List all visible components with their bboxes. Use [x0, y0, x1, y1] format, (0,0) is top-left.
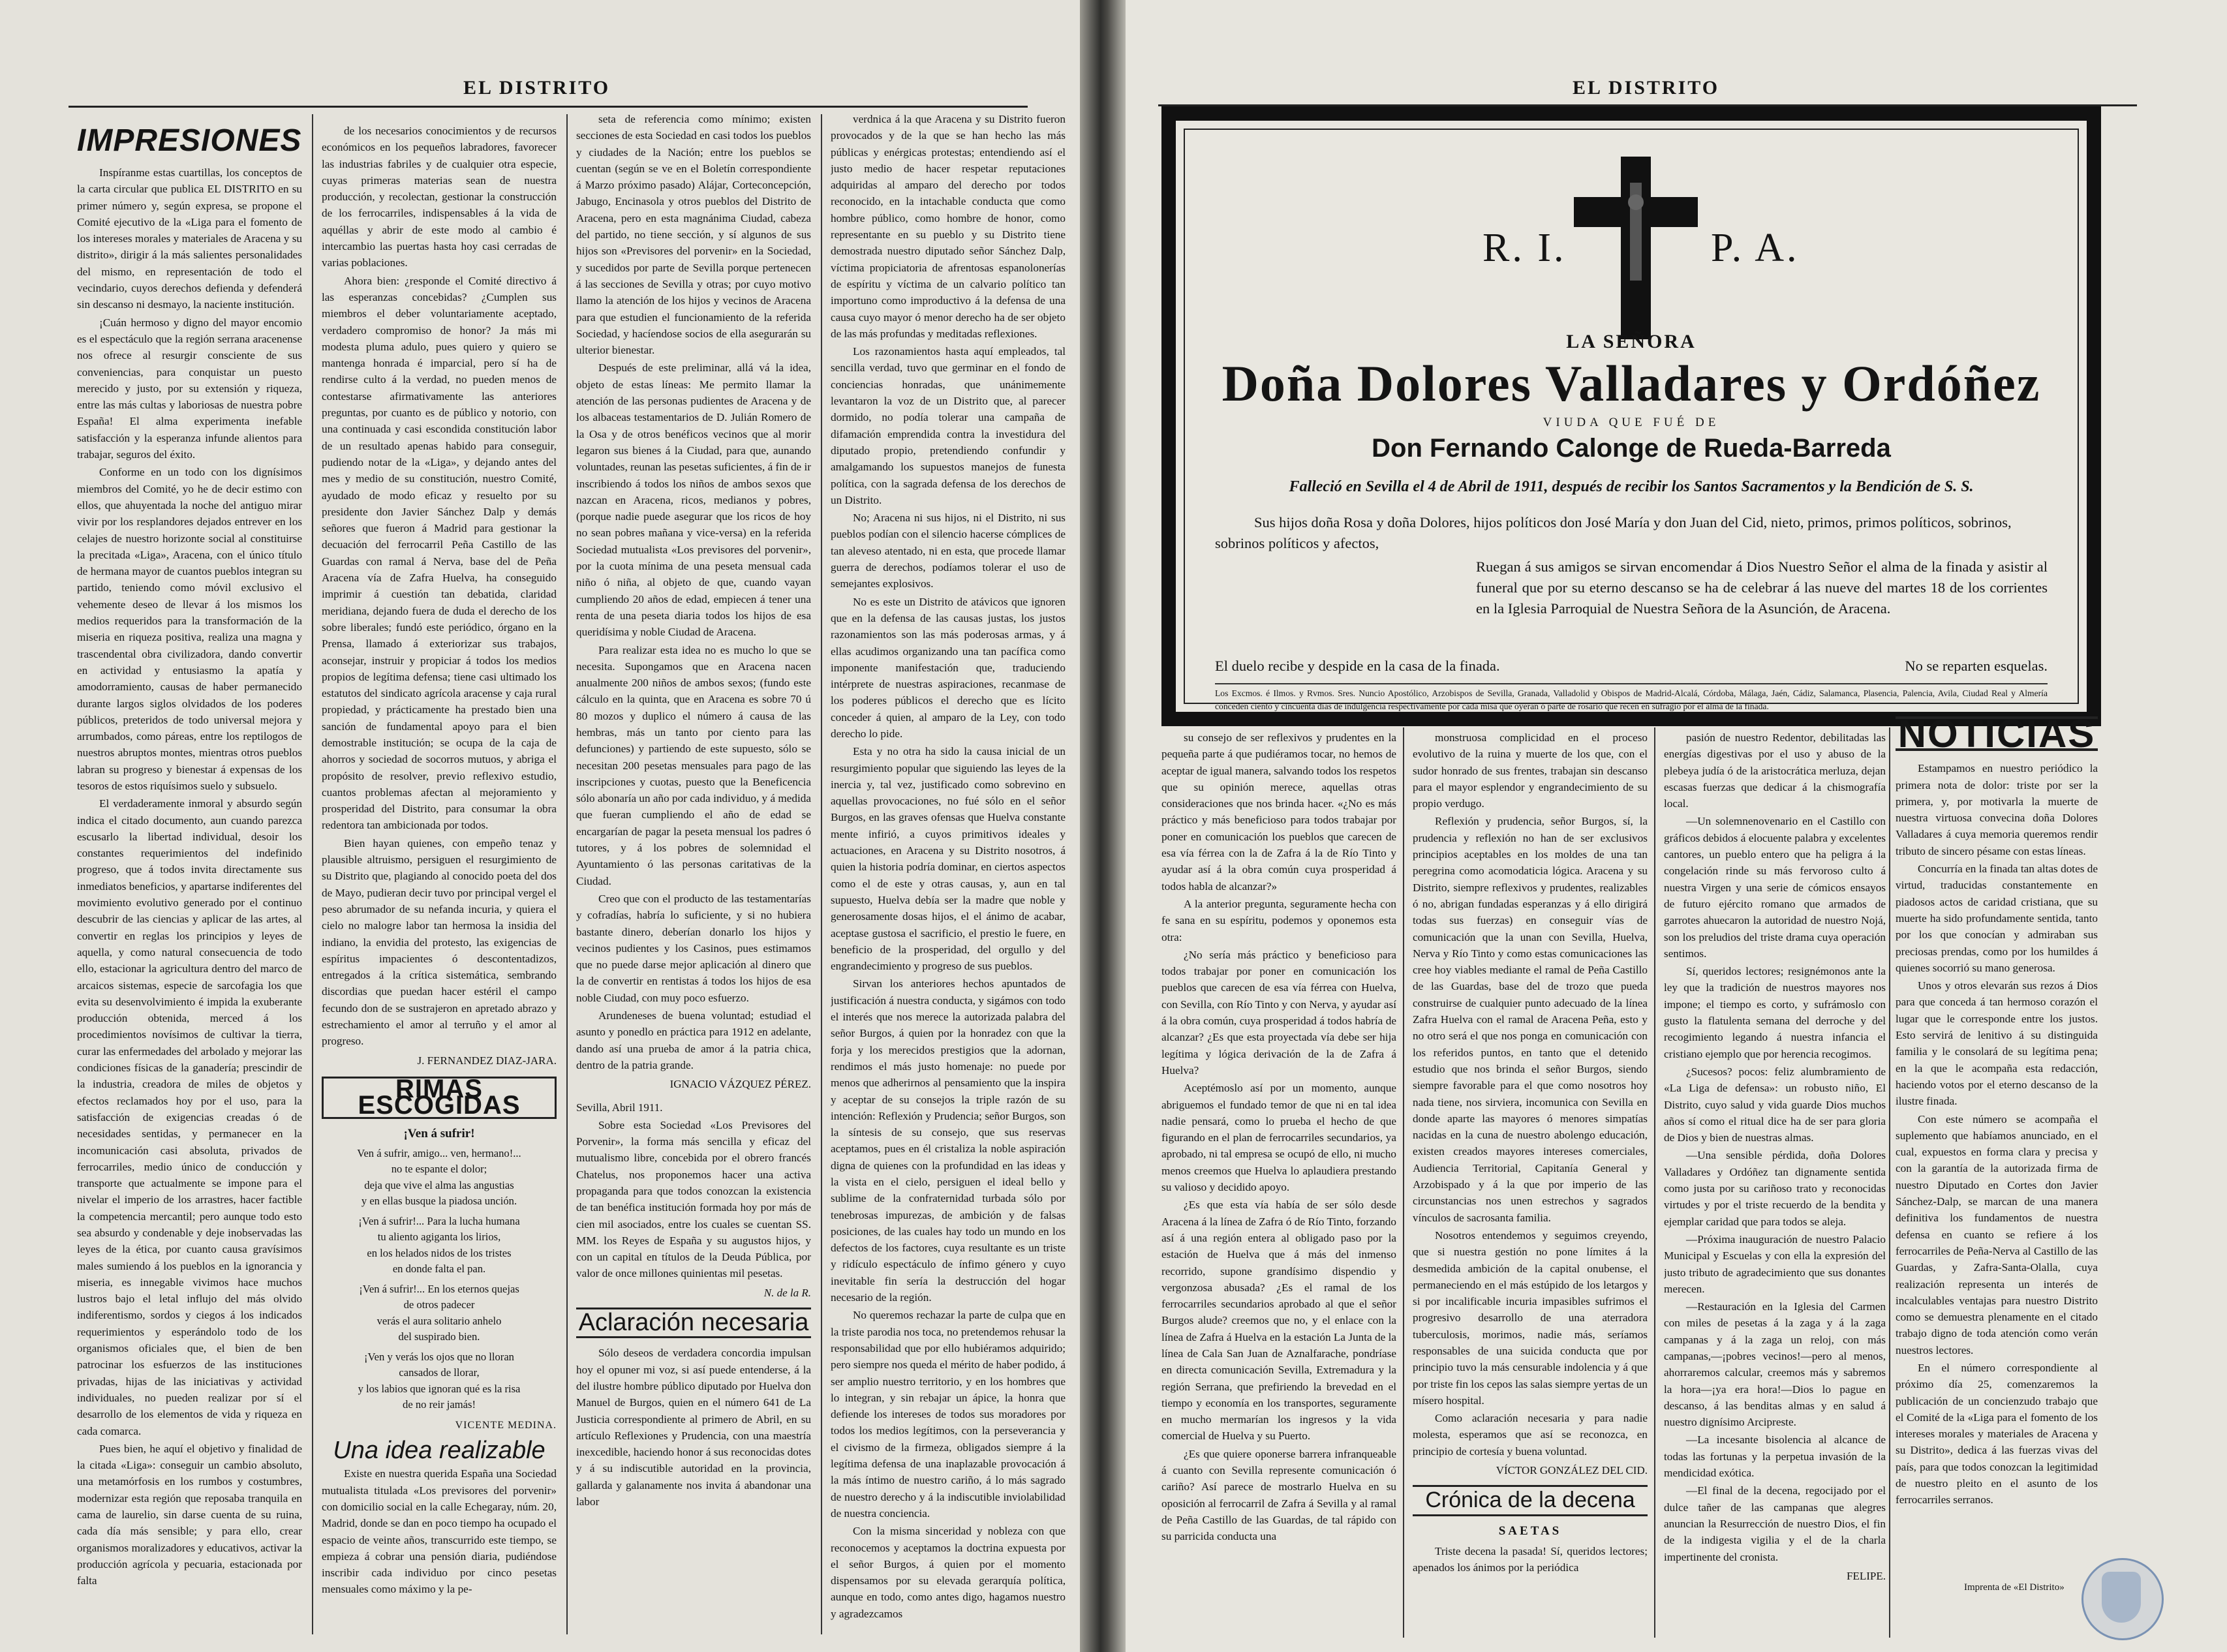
- paragraph: Arundeneses de buena voluntad; estudiad el asunto y ponedlo en práctica para 1912 en adelante, dando así una prueba de amor á la patria chica, dentro de la patria grande.: [576, 1009, 811, 1071]
- author-gonzalez: VÍCTOR GONZÁLEZ DEL CID.: [1496, 1464, 1648, 1477]
- duelo-line: El duelo recibe y despide en la casa de la finada.: [1215, 658, 1500, 674]
- obituary-box: [1161, 106, 2101, 726]
- library-stamp: [2081, 1558, 2164, 1640]
- death-notice: Falleció en Sevilla el 4 de Abril de 1911, después de recibir los Santos Sacramentos y la Bendición de S. S.: [1289, 478, 1974, 495]
- column-divider: [1889, 727, 1890, 1638]
- paragraph: ¡Cuán hermoso y digno del mayor encomio es el espectáculo que la región serrana aracenense nos ofrece al resurgir consciente de sus conveniencias, para conquistar un puesto merecido y justo, por su extensión y riqueza, entre las más cultas y laboriosas de nuestra pobre España! El alma experimenta inefable satisfacción y la esperanza infunde alientos para trabajar, seguros del éxito.: [77, 316, 302, 461]
- paragraph: Después de este preliminar, allá vá la idea, objeto de estas líneas: Me permito llamar la atención de las personas pudientes de Aracena y de los albaceas testamentarios de D. Julián Romero de la Osa y de otros benéficos vecinos que al morir legaron sus bienes á la Ciudad, para que, aunando voluntades, reunan las pesetas suficientes, á fin de ir inscribiendo á todos los niños de ambos sexos que nazcan en Aracena, ricos, medianos y pobres, (porque nadie puede asegurar que los ricos de hoy no sean pobres mañana y vice-versa) en la referida Sociedad mutualista «Los previsores del porvenir», por la cuota mínima de una peseta mensual cada niño ó niña, al objeto de que, cuando vayan cumpliendo 20 años de edad, empiecen á tener una renta de una peseta diaria todos los hijos de esa queridísima y noble Ciudad de Aracena.: [576, 361, 811, 639]
- col4-body: [831, 111, 1066, 1622]
- col2-body: [322, 123, 557, 1050]
- paragraph: —El final de la decena, regocijado por el dulce tañer de las campanas que alegres anuncian la Resurrección de nuestro Dios, el fin de la indigesta vigilia y el de la charla impertinente del cronista.: [1664, 1484, 1886, 1563]
- paragraph: Aceptémoslo así por un momento, aunque abriguemos el fundado temor de que ni en tal idea nadie pensará, como lo prueba el hecho de que figurando en el plan de ferrocarriles secundarios, ya aprobado, ni tal empresa se ocupó de ello, ni mucho menos creemos que Huelva lo aplaudiera prestando su valioso y decidido apoyo.: [1161, 1082, 1396, 1194]
- paragraph: Creo que con el producto de las testamentarías y cofradías, habría lo suficiente, y si no hubiera bastante dinero, deberían donarlo los hijos y vecinos pudientes y los Casinos, pues estimamos que no puede darse mejor aplicación al dinero que la de convertir en rentistas á todos los hijos de esa noble Ciudad, con muy poco esfuerzo.: [576, 892, 811, 1004]
- col3-body: [576, 111, 811, 1073]
- paragraph: ¿No sería más práctico y beneficioso para todos trabajar por poner en comunicación los pueblos que carecen de esa vía férrea con Huelva, con Sevilla, con Río Tinto y con Nerva, y ayudar así á la obra común, cuya prosperidad á todos habría de alcanzar? ¿Es que esta proyectada vía debe ser hija legítima y lógica derivación de la de Zafra á Huelva?: [1161, 948, 1396, 1077]
- header-rule-left: [69, 106, 1028, 108]
- paragraph: Conforme en un todo con los dignísimos miembros del Comité, yo he de decir estimo con ellos, que ahuyentada la noche del antiguo mirar vivir por los resplandores dejados entrever en los celajes de nuestro horizonte social al constituirse la precitada «Liga», Aracena, con el único título de hermana mayor de cuantos pueblos integran su partido, teniendo como móvil exclusivo el vehemente deseo de llevar á los mismos los medios requeridos para la transformación de la miseria en riqueza positiva, realiza una magna y trascendental obra civilizadora, dando convertir en actividad y entusiasmo la apatía y amodorramiento, causas de haber permanecido durante largos siglos olvidados de los poderes públicos, preteridos de todo universal mejora y arrumbados, como páreas, entre los reptilogos de nuestros abruptos montes, mientras otros pueblos labran su progreso y bienestar á expensas de los tesoros de estos riquísimos suelo y subsuelo.: [77, 466, 302, 792]
- paragraph: —Un solemnenovenario en el Castillo con gráficos debidos á elocuente palabra y excelentes cantores, un pueblo entero que ha peligra á la congelación rinde su más fervoroso culto á nuestra Virgen y una serie de cómicos ensayos de futuro ejército romano que armados de garrotes ahuecaron la autoridad de nuestro Nojá, son los preludios del triste drama cuya operación sentimos.: [1664, 815, 1886, 960]
- paragraph: ¿Es que quiere oponerse barrera infranqueable á cuanto con Sevilla represente comunicación ó cariño? Así parece de mostrarlo Huelva en su oposición al ferrocarril de Zafra á Sevilla y al ramal de Peña Castillo de las Guardas, de tal rápido con su parricida conducta una: [1161, 1447, 1396, 1543]
- author-felipe: FELIPE.: [1847, 1569, 1886, 1582]
- paragraph: —Una sensible pérdida, doña Dolores Valladares y Ordóñez tan dignamente sentida como justa por su cariñoso trato y reconocidas virtudes y por el triste recuerdo de la bendita y ejemplar caridad que para todos se aleja.: [1664, 1149, 1886, 1228]
- paragraph: —Próxima inauguración de nuestro Palacio Municipal y Escuelas y con ella la expresión del justo tributo de agradecimiento que sus donantes merecen.: [1664, 1232, 1886, 1295]
- column-four: [831, 111, 1066, 1638]
- poem-stanza: Ven á sufrir, amigo... ven, hermano!... no te espante el dolor; deja que vive el alma las angustias y en ellas busque la piadosa unción.: [357, 1146, 521, 1208]
- paragraph: ¿Sucesos? pocos: feliz alumbramiento de «La Liga de defensa»: un robusto niño, El Distrito, cuyo salud y vida guarde Dios muchos años sí como el ritual dice ha de ser para gloria de Dios y bien de nuestras almas.: [1664, 1065, 1886, 1144]
- cronica-title: Crónica de la decena: [1413, 1485, 1648, 1516]
- col7-body: [1664, 729, 1886, 1565]
- paragraph: Bien hayan quienes, con empeño tenaz y plausible altruismo, persiguen el resurgimiento de su Distrito que, plagiando al conocido poeta del dos de Mayo, pudieran decir tuvo por principal vergel el peso abrumador de su nefanda incuria, y quiera el cielo no malogre labor tan hermosa la insidia del indiano, la envidia del protesto, las exigencias de espíritus impacientes ó descontentadizos, entregados á la crítica sistemática, sembrando discordias que puedan hacer estéril el campo fecundo don de se sustrajeron en apretado abrazo y estrechamiento el amor al terruño y el amor al progreso.: [322, 836, 557, 1048]
- aclaracion-body: [576, 1345, 811, 1510]
- column-divider: [312, 114, 313, 1634]
- author-vazquez: IGNACIO VÁZQUEZ PÉREZ.: [669, 1078, 811, 1091]
- rip-right: P. A.: [1711, 226, 1800, 270]
- idea-body: [322, 1465, 557, 1597]
- noticias-body: [1896, 760, 2098, 1508]
- cross-icon: [1561, 157, 1711, 339]
- column-divider: [566, 114, 568, 1634]
- paragraph: No; Aracena ni sus hijos, ni el Distrito, ni sus pueblos podían con el silencio hacerse cómplices de tan aleveso atentado, ni en esta, que procede llamar guerra de derechos, podíamos tolerar el uso de semejantes explosivos.: [831, 512, 1066, 590]
- paragraph: de los necesarios conocimientos y de recursos económicos en los pequeños labradores, favorecer las industrias fabriles y de cualquier otra especie, cuyas primeras materias sean de nuestra producción, y recolectan, gestionar la construcción de los ferrocarriles, indispensables á la vida de aquéllas y abrir de este modo al cambio é intercambio las puertas hasta hoy casi cerradas de varias poblaciones.: [322, 125, 557, 269]
- column-divider: [1654, 727, 1655, 1638]
- rimas-subtitle: ¡Ven á sufrir!: [403, 1126, 475, 1140]
- paragraph: Sí, queridos lectores; resignémonos ante la ley que la tradición de nuestros mayores nos impone; el tiempo es corto, y sufrámoslo con gusto la flatulenta semana del derroche y del recogimiento legando á nuestra infancia el cristiano ejemplo que por herencia recogimos.: [1664, 965, 1886, 1060]
- paragraph: Pues bien, he aquí el objetivo y finalidad de la citada «Liga»: conseguir un cambio absoluto, una metamórfosis en los rumbos y costumbres, modernizar esta región que reposaba tranquila en cama de laurelio, sin darse cuenta de su ruina, cada día más sensible; y para ello, crear organismos moralizadores y educativos, activar la producción agrícola y pecuaria, estacionada por falta: [77, 1442, 302, 1587]
- saetas-subtitle: SAETAS: [1498, 1523, 1562, 1538]
- imprenta-footer: Imprenta de «El Distrito»: [1964, 1582, 2065, 1593]
- rimas-title: RIMAS ESCOGIDAS: [322, 1077, 557, 1119]
- aclaracion-title: Aclaración necesaria: [576, 1308, 811, 1338]
- col5-body: [1161, 729, 1396, 1545]
- paragraph: Ahora bien: ¿responde el Comité directivo á las esperanzas concebidas? ¿Cumplen sus miembros el deber voluntariamente aceptado, verdadero compromiso de honor? Ja más mi modesta pluma adulo, pues quiero y quiero se mantenga honrada é imparcial, pero sí ha de rendirse culto á la verdad, no pueden menos de contestarse afirmativamente las anteriores preguntas, por cuanto es de público y notorio, con una continuada y casi escondida constitución labor de un resultado apenas habido para conseguir, pudiendo notar de la «Liga», y dejando antes del mes y medio de su constitución, nuestro Comité, ayudado de modo eficaz y resuelto por su presidente don Javier Sánchez Dalp y demás señores que fueron á Madrid para gestionar la decuación del ferrocarril Peña Castillo de las Guardas con ramal á Nerva, base del de Peña Aracena vía de Zafra Huelva, ha conseguido imprimir á cuestión tan debatida, claridad meridiana, dejando fuera de duda el derecho de los sobre liberales; fundó este periódico, órgano en la Prensa, llamado á exteriorizar sus trabajos, aconsejar, instruir y propiciar á todos los medios propios de legítima defensa; tiene casi ultimado los estatutos del sindicato agrícola aracense y caja rural propiedad, y prácticamente ha prestado bien una sanción de fundamental apoyo para el bien demostrable institución; se ocupa de la caja de ahorros y sociedad de socorros mutuos, y abriga el propósito de resolver, previo reflexivo estudio, cuantos problemas afectan al mejoramiento y prosperidad del Distrito, para consumar la obra redentora tan ambicionada por todos.: [322, 274, 557, 832]
- column-noticias: [1896, 716, 2098, 1578]
- running-head-left: EL DISTRITO: [463, 77, 611, 99]
- husband-name: Don Fernando Calonge de Rueda-Barreda: [1372, 434, 1891, 463]
- paragraph: Los razonamientos hasta aquí empleados, tal sencilla verdad, tuvo que germinar en el fondo de conciencias honradas, que unánimemente levantaron la voz de un Distrito que, al parecer dormido, no podía tolerar una campaña de difamación emprendida contra la investidura del diputado propio, pretendiendo confundir y amalgamando los supuestos manejos de funesta política, con la sagrada defensa de los derechos de un Distrito.: [831, 345, 1066, 506]
- paragraph: Reflexión y prudencia, señor Burgos, sí, la prudencia y reflexión no han de ser exclusivos principios aceptables en los moldes de una tan peregrina como acomodaticia lógica. Aracena y su Distrito, siempre reflexivos y prudentes, realizables ó no, abrigan fundadas esperanzas y á ello dirigirá todas sus fuerzas) en conseguir vías de comunicación que la unan con Sevilla, Huelva, Nerva y Río Tinto y como estas comunicaciones las cree hoy viables mediante el ramal de Peña Castillo de las Guardas, base del de trozo que pueda construirse de cualquier punto adecuado de la línea Zafra Huelva con el ramal de Aracena Peña, esto y no otro será el que nos ponga en comunicación con los referidos puntos, en tanto que el detenido estudio que nos brinda el señor Burgos, siendo siempre favorable para el que como nosotros hoy nada tiene, nos sirviera, incomunica con Sevilla en donde aparte las mayores ó menores simpatías nacidas en la cuna de nuestro abolengo educación, existen creados mayores intereses comerciales, Audiencia Territorial, Capitanía General y Arzobispado y á la que por imperio de las circunstancias nos unen estrechos y sagrados vínculos de sacrosanta familia.: [1413, 815, 1648, 1224]
- indulgence-note: Los Excmos. é Ilmos. y Rvmos. Sres. Nuncio Apostólico, Arzobispos de Sevilla, Granada, Valladolid y Obispos de Madrid-Alcalá, Córdoba, Málaga, Jaén, Cádiz, Salamanca, Plasencia, Palencia, Avila, Ciudad Real y Almería conceden ciento y cincuenta días de indulgencia respectivamente por cada misa que oyeran ó parte de rosario que recen en sufragio por el alma de la finada.: [1215, 683, 2048, 713]
- paragraph: Triste decena la pasada! Sí, queridos lectores; apenados los ánimos por la periódica: [1413, 1544, 1648, 1574]
- paragraph: Con este número se acompaña el suplemento que habíamos anunciado, en el cual, expuestos en forma clara y precisa y con la garantía de la autorizada firma de nuestro Diputado en Cortes don Javier Sánchez-Dalp, se marcan de una manera definitiva los fundamentos de nuestra defensa en cuanto se refiere á los ferrocarriles de Peña-Nerva al Castillo de las Guardas, y Zafra-Santa-Olalla, cuya realización representa un interés de incalculables ventajas para nuestro Distrito como se demuestra plenamente en el citado trabajo digno de toda atención como verán nuestros lectores.: [1896, 1112, 2098, 1356]
- esquelas-line: No se reparten esquelas.: [1905, 658, 2048, 674]
- widow-of: VIUDA QUE FUÉ DE: [1543, 416, 1720, 429]
- column-impresiones: [77, 124, 302, 1625]
- paragraph: No es este un Distrito de atávicos que ignoren que en la defensa de las causas justas, los justos razonamientos son las más poderosas armas, y á ellas acudimos organizando una tan pacífica como imponente manifestación que, traduciendo intérprete de nuestras aspiraciones, recanmase de los poderes públicos el derecho que es lícito conceder á quien, al amparo de la Ley, con todo derecho lo pide.: [831, 595, 1066, 740]
- paragraph: En el número correspondiente al próximo día 25, comenzaremos la publicación de un concienzudo trabajo que el Comité de la «Liga para el fomento de los intereses morales y materiales de Aracena y su Distrito», dedica á las fuerzas vivas del país, para que todos conozcan la legitimidad de nuestro pleito en el asunto de los ferrocarriles serranos.: [1896, 1361, 2098, 1507]
- paragraph: Sirvan los anteriores hechos apuntados de justificación á nuestra conducta, y sigámos con todo el interés que nos merece la autorizada palabra del señor Burgos, á quien por la honradez con que la forja y los merecidos prestigios que la adornan, rendimos el más justo homenaje: no puede por menos que adherirnos al pensamiento que la inspira y aceptar de su consejos la triple razón de su intención: Reflexión y Prudencia; señor Burgos, son la síntesis de su consejo, que sus reservas aceptamos, pues en él cristaliza la noble aspiración digna de quienes con la profundidad en las ideas y la vista en el cielo, persiguen el ideal bello y sublime de la confraternidad turbada sólo por tenebrosas impurezas, de ambición y de falsas posiciones, de las cuales hay todo un mundo en los defectos de los factores, cuya resultante es un triste y ridículo espectáculo de ínfimo género y cuyo inevitable fin sería la destrucción del hogar necesario de la región.: [831, 977, 1066, 1304]
- column-divider: [821, 114, 822, 1634]
- col6-body: [1413, 729, 1648, 1460]
- column-six: [1413, 729, 1648, 1636]
- paragraph: Sólo deseos de verdadera concordia impulsan hoy el opuner mi voz, si así puede entenderse, á la del ilustre hombre público diputado por Huelva don Manuel de Burgos, quien en el número 641 de La Justicia correspondiente al primero de Abril, en su artículo Reflexiones y Prudencia, con una maestría inexcedible, haciendo honor á sus reconocidas dotes y á su indiscutible autoridad en la provincia, gallarda y galanamente nos invita á abandonar una labor: [576, 1347, 811, 1508]
- poem-stanza: ¡Ven á sufrir!... En los eternos quejas de otros padecer verás el aura solitario anhelo del suspirado bien.: [359, 1282, 519, 1343]
- paragraph: su consejo de ser reflexivos y prudentes en la pequeña parte á que pudiéramos tocar, no hemos de aceptar de igual manera, salvando todos los respetos que su opinión merece, aquellas otras consideraciones que nos brinda hacer. «¿No es más práctico y más beneficioso para todos trabajar por poner en comunicación los pueblos que carecen de esa vía férrea con la de Zafra á la de Río Tinto y ayudar así á la obra común cuya prosperidad á todos habla de alcanzar?»: [1161, 731, 1396, 893]
- paragraph: ¿Es que esta vía había de ser sólo desde Aracena á la línea de Zafra ó de Río Tinto, forzando así á una región entera al obligado paso por la estación de Huelva que á más del inmenso recorrido, supone grandísimo dispendio y vergonzosa abusada? ¿Es el ramal de los ferrocarriles secundarios aprobado al que el señor Burgos alude? creemos que no, y el enlace con la línea de Zafra á Huelva en la estación La Junta de la línea de Cala San Juan de Aznalfarache, pondríase en directa comunicación Sevilla, Extremadura y la región Serrana, que prefiriendo la brevedad en el tiempo y economía en los transportes, seguramente en mucho mermarían los ingresos y la vida comercial de Huelva y su Puerto.: [1161, 1199, 1396, 1443]
- paragraph: Unos y otros elevarán sus rezos á Dios para que conceda á tan hermoso corazón el lugar que le corresponde entre los justos. Esto servirá de lenitivo á su distinguida familia y le consolará de su legítima pena; en la que le acompaña esta redacción, haciendo votos por el eterno descanso de la ilustre finada.: [1896, 979, 2098, 1108]
- paragraph: Estampamos en nuestro periódico la primera nota de dolor: triste por ser la primera, y, por motivarla la muerte de nuestra virtuosa convecina doña Dolores Valladares á cuya memoria queremos rendir tributo de sincero pésame con estas líneas.: [1896, 762, 2098, 857]
- column-seven: [1664, 729, 1886, 1636]
- impresiones-title: IMPRESIONES: [77, 124, 302, 158]
- stamp-shield-icon: [2102, 1572, 2141, 1623]
- poem-body: [322, 1146, 557, 1413]
- poem-stanza: ¡Ven y verás los ojos que no lloran cansados de llorar, y los labios que ignoran qué es la risa de no reir jamás!: [358, 1350, 521, 1411]
- cronica-body: [1413, 1543, 1648, 1576]
- column-five: [1161, 729, 1396, 1636]
- col3-after: [576, 1117, 811, 1282]
- paragraph: Inspíranme estas cuartillas, los conceptos de la carta circular que publica EL DISTRITO en su primer número y, según expresa, se propone el Comité ejecutivo de la «Liga para el fomento de los intereses morales y materiales de Aracena y su distrito», dirigir á la más salientes personalidades del mismo, en representación de todo el vecindario, cuyos derechos defienda y defenderá sin descanso ni desmayo, la naciente institución.: [77, 166, 302, 311]
- paragraph: El verdaderamente inmoral y absurdo según indica el citado documento, aun cuando parezca escusarlo la libertad individual, desoir los constantes requerimientos del indefinido progreso, que á todos invita directamente sus inmediatos beneficios, y apartarse indiferentes del movimiento evolutivo generado por el continuo descubrir de las ciencias y aplicar de las artes, al convertir en reglas los principios y leyes de aquella, y como natural consecuencia de todo ello, estacionar la agricultura dentro del marco de arcaicos sistemas, especie de sarcofagia los que evita su desenvolvimiento é impida la exuberante producción obtenida, merced á los procedimientos novísimos de cultivar la tierra, curar las enfermedades del arbolado y mejorar las condiciones físicas de la ganadería; prescindir de la industria, creadora de miles de objetos y efectos reclamados hoy por el uso, para la satisfacción de exigencias creadas ó de necesidades sentidas, y permanecer en la incomunicación casi absoluta, privados de ferrocarriles, medio único de conducción y transporte que actualmente se impone para el nivelar el imperio de los arrastres, hacer factible la competencia mercantil; pero aunque todo esto sea absurdo y condenable y deje inobservadas las leyes de la ética, por cuanto causa gravísimos males sumiendo á los pueblos en la ignorancia y miseria, es innegable vivimos hace muchos lustros bajo el letal influjo del más olvido indiferentismo, sordos y ciegos á los indicados requerimientos y esperándolo todo de los organismos oficiales que, el bien de ben patrocinar los esfuerzos de las instituciones privadas, hijas de las iniciativas y actividad individuales, no pueden realizar por sí el desarrollo de los elementos de vida y riqueza en cada comarca.: [77, 797, 302, 1437]
- paragraph: Esta y no otra ha sido la causa inicial de un resurgimiento popular que siguiendo las leyes de la inercia y, tal vez, justificado como sobrevino en aquellas provocaciones, no fué sólo en el señor Burgos, en las graves ofensas que Huelva constante mente infirió, a cuyos primitivos ideales y actuaciones, en Aracena y su Distrito nosotros, á quien la historia podría dominar, en ciertos aspectos como el de este y otras causas, y, aun en tal supuesto, Huelva debía ser la madre que noble y generosamente dosas hijos, el el ánimo de acabar, aceptase gustosa el sacrificio, el prestio le fuere, en beneficio de la prosperidad, del orgullo y del engrandecimiento y progreso de sus pueblos.: [831, 745, 1066, 973]
- paragraph: Sobre esta Sociedad «Los Previsores del Porvenir», la forma más sencilla y eficaz del mutualismo libre, concebida por el obrero francés Chatelus, nos proponemos hacer una activa propaganda para que todos conozcan la existencia de tan benéfica institución formada hoy por más de cien mil asociados, entre los cuales se cuentan SS. MM. los Reyes de España y su augustos hijos, y con un capital en títulos de la Deuda Pública, por valor de once millones quinientas mil pesetas.: [576, 1118, 811, 1280]
- paragraph: —La incesante bisolencia al alcance de todas las fortunas y la perpetua invasión de la mendicidad exótica.: [1664, 1433, 1886, 1480]
- paragraph: No queremos rechazar la parte de culpa que en la triste parodia nos toca, no pretendemos rehusar la responsabilidad que por ello hubiéramos adquirido; pero siempre nos queda el mérito de haber podido, á ser amplio nuestro territorio, y en los hombres que lo integran, y sin rebajar un ápice, la honra que defiende los intereses de todos sus moradores por todos los medios legítimos, con la perseverancia y el civismo de la firmeza, obligados siempre á la legítima defensa de una inaplazable provocación á la más íntimo de nuestro cariño, á lo más sagrado de nuestro derecho y á la indiscutible inviolabilidad de nuestra conciencia.: [831, 1309, 1066, 1520]
- paragraph: Concurría en la finada tan altas dotes de virtud, traducidas constantemente en piadosos actos de caridad cristiana, que su muerte ha sido profundamente sentida, tanto por los que conocían y admiraban sus preciosas prendas, como por los humildes á quienes socorrió su mano generosa.: [1896, 863, 2098, 974]
- family-line: Sus hijos doña Rosa y doña Dolores, hijos políticos don José María y don Juan del Cid, nieto, primos, primos políticos, sobrinos, sobrinos políticos y afectos,: [1215, 514, 2012, 551]
- column-three: [576, 111, 811, 1638]
- editor-note-sign: N. de la R.: [763, 1286, 811, 1299]
- paragraph: Nosotros entendemos y seguimos creyendo, que si nuestra gestión no pone límites á la desmedida ambición de la capital onubense, el permaneciendo en el más estúpido de los letargos y si por incalificable incuria impasibles sufrimos el progresivo desarrollo de una aterradora tuberculosis, morimos, nadie más, seríamos responsables de una suicida conducta que por principio tuvo la más censurable indolencia y á que por triste fin los cepos las salas siempre yertas de un mísero hospital.: [1413, 1229, 1648, 1407]
- running-head-right: EL DISTRITO: [1573, 77, 1720, 99]
- left-page: [0, 0, 1109, 1652]
- paragraph: monstruosa complicidad en el proceso evolutivo de la ruina y muerte de los que, con el sudor honrado de sus frentes, trabajan sin descanso para el mayor esplendor y engrandecimiento de su propio verdugo.: [1413, 731, 1648, 810]
- column-two: [322, 123, 557, 1636]
- la-senora: LA SEÑORA: [1566, 331, 1697, 352]
- paragraph: verdnica á la que Aracena y su Distrito fueron provocados y de la que se han hecho las más públicas y enérgicas protestas; entendiendo así el justo medio de hacer respetar reputaciones adquiridas al amparo del derecho por todos reconocido, en la intachable conducta que como hombre público, como hombre de honor, como representante en su pueblo y su Distrito tiene demostrada nuestro diputado señor Sánchez Dalp, víctima propiciatoria de afrentosas espanolonerías de espíritu y víctima de un calvario político tan importuno como improductivo á la defensa de una causa cuyo mayor ó menor derecho ha de ser objeto de las más profundas y meditadas reflexiones.: [831, 113, 1066, 340]
- poem-author: VICENTE MEDINA.: [455, 1419, 557, 1431]
- signature-fernandez: J. FERNANDEZ DIAZ-JARA.: [417, 1054, 557, 1067]
- paragraph: A la anterior pregunta, seguramente hecha con fe sana en su espíritu, podemos y oponemos esta otra:: [1161, 897, 1396, 943]
- dateline-sevilla: Sevilla, Abril 1911.: [576, 1101, 663, 1114]
- poem-stanza: ¡Ven á sufrir!... Para la lucha humana tu aliento agiganta los lirios, en los helados nidos de los tristes en donde falta el pan.: [358, 1214, 520, 1276]
- paragraph: Existe en nuestra querida España una Sociedad mutualista titulada «Los previsores del porvenir» con domicilio social en la calle Echegaray, núm. 20, Madrid, donde se dan en poco tiempo ha ocupado el espacio de veinte años, transcurrido este tiempo, se empieza á cobrar una pensión diaria, pudiéndose inscribir cada individuo por cinco pesetas mensuales como máximo y la pe-: [322, 1467, 557, 1596]
- paragraph: Como aclaración necesaria y para nadie molesta, esperamos que así se reconozca, en principio de cortesía y buena voluntad.: [1413, 1412, 1648, 1458]
- paragraph: seta de referencia como mínimo; existen secciones de esta Sociedad en casi todos los pueblos y ciudades de la Nación; entre los pueblos se cuentan (según se ve en el Boletín correspondiente á Marzo próximo pasado) Alájar, Corteconcepción, Jabugo, Encinasola y otros pueblos del Distrito de Aracena, pero en esta magnánima Ciudad, cabeza del partido, no tiene sección, y sí algunos de sus hijos son «Previsores del porvenir» en la Sociedad, y sucedidos por parte de Sevilla porque pertenecen á las secciones de Sevilla y otras; por cuyo motivo llamo la atención de los hijos y vecinos de Aracena para que estudien el funcionamiento de la referida Sociedad, y hacíendose socios de ella asegurarán su ulterior bienestar.: [576, 113, 811, 357]
- rip-left: R. I.: [1482, 226, 1567, 270]
- funeral-request: Ruegan á sus amigos se sirvan encomendar á Dios Nuestro Señor el alma de la finada y asistir al funeral que por su eterno descanso se ha de celebrar á las nueve del martes 18 de los corrientes en la Iglesia Parroquial de Nuestra Señora de la Asunción, de Aracena.: [1476, 558, 2048, 617]
- book-gutter: [1080, 0, 1126, 1652]
- impresiones-body: [77, 164, 302, 1589]
- paragraph: Para realizar esta idea no es mucho lo que se necesita. Supongamos que en Aracena nacen anualmente 200 niños de ambos sexos; (fundo este cálculo en la quinta, que en Aracena es sobre 70 ú 80 mozos y duplico el número á causa de las hembras, más un tanto por ciento para las defunciones) y partiendo de este supuesto, sólo se necesitan 200 pesetas mensuales para pago de las inscripciones y cuotas, puesto que la Beneficencia sólo abonaría un año por cada individuo, y á medida que fueran cumpliendo el año de edad se encargarían de pagar la peseta mensual los padres ó tutores, y á los pobres de solemnidad el Ayuntamiento ó las personas caritativas de la Ciudad.: [576, 643, 811, 887]
- idea-title: Una idea realizable: [333, 1437, 545, 1465]
- paragraph: pasión de nuestro Redentor, debilitadas las energías digestivas por el uso y abuso de la plebeya judía ó de la aristocrática merluza, dejan escasas fuerzas que dedicar á la chismografía local.: [1664, 731, 1886, 810]
- deceased-name: Doña Dolores Valladares y Ordóñez: [1221, 355, 2041, 412]
- noticias-title: NOTICIAS: [1896, 716, 2098, 751]
- paragraph: Con la misma sinceridad y nobleza con que reconocemos y aceptamos la doctrina expuesta por el señor Burgos, á quien por el momento dispensamos por su elevada gerarquía política, aunque en todo, como antes digo, hagamos nuestro y agradezcamos: [831, 1525, 1066, 1620]
- column-divider: [1403, 727, 1404, 1638]
- paragraph: —Restauración en la Iglesia del Carmen con miles de pesetas á la zaga y á la zaga campanas y á la zaga un reloj, con más campanas,—¡pobres vecinos!—pero al menos, ahorraremos calcular, creemos más y sabremos la hora—¡ya era hora!—Dios lo pague en descanso, á las benditas almas y en salud á nuestro dignísimo Arcipreste.: [1664, 1300, 1886, 1429]
